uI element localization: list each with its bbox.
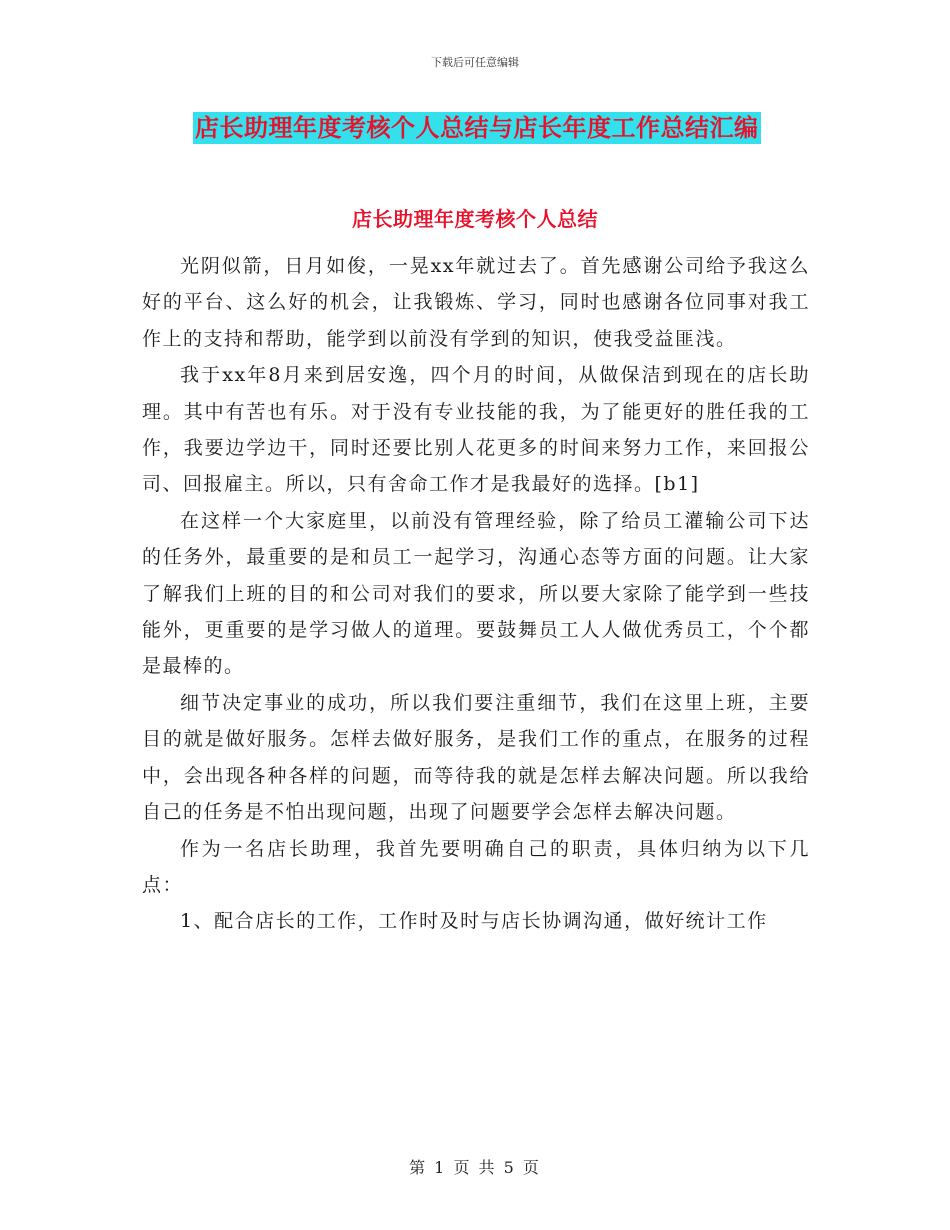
paragraph: 1、配合店长的工作，工作时及时与店长协调沟通，做好统计工作 xyxy=(180,910,768,933)
paragraph: 光阴似箭，日月如俊，一晃xx年就过去了。首先感谢公司给予我这么好的平台、这么好的机会，让我锻炼、学习，同时也感谢各位同事对我工作上的支持和帮助，能学到以前没有学到的知识，使我受益匪浅。 xyxy=(142,255,810,350)
section-title: 店长助理年度考核个人总结 xyxy=(352,207,598,231)
paragraph: 我于xx年8月来到居安逸，四个月的时间，从做保洁到现在的店长助理。其中有苦也有乐。对于没有专业技能的我，为了能更好的胜任我的工作，我要边学边干，同时还要比别人花更多的时间来努力工作，来回报公司、回报雇主。所以，只有舍命工作才是我最好的选择。[b1] xyxy=(142,364,810,496)
paragraph: 在这样一个大家庭里，以前没有管理经验，除了给员工灌输公司下达的任务外，最重要的是和员工一起学习，沟通心态等方面的问题。让大家了解我们上班的目的和公司对我们的要求，所以要大家除了能学到一些技能外，更重要的是学习做人的道理。要鼓舞员工人人做优秀员工，个个都是最棒的。 xyxy=(142,509,810,678)
paragraph: 细节决定事业的成功，所以我们要注重细节，我们在这里上班，主要目的就是做好服务。怎样去做好服务，是我们工作的重点，在服务的过程中，会出现各种各样的问题，而等待我的就是怎样去解决问题。所以我给自己的任务是不怕出现问题，出现了问题要学会怎样去解决问题。 xyxy=(142,691,810,824)
paragraph: 作为一名店长助理，我首先要明确自己的职责，具体归纳为以下几点： xyxy=(142,837,810,896)
header-note: 下载后可任意编辑 xyxy=(431,56,519,69)
document-title: 店长助理年度考核个人总结与店长年度工作总结汇编 xyxy=(195,113,759,142)
document-body xyxy=(142,248,810,940)
page-number: 第 1 页 共 5 页 xyxy=(409,1158,541,1177)
